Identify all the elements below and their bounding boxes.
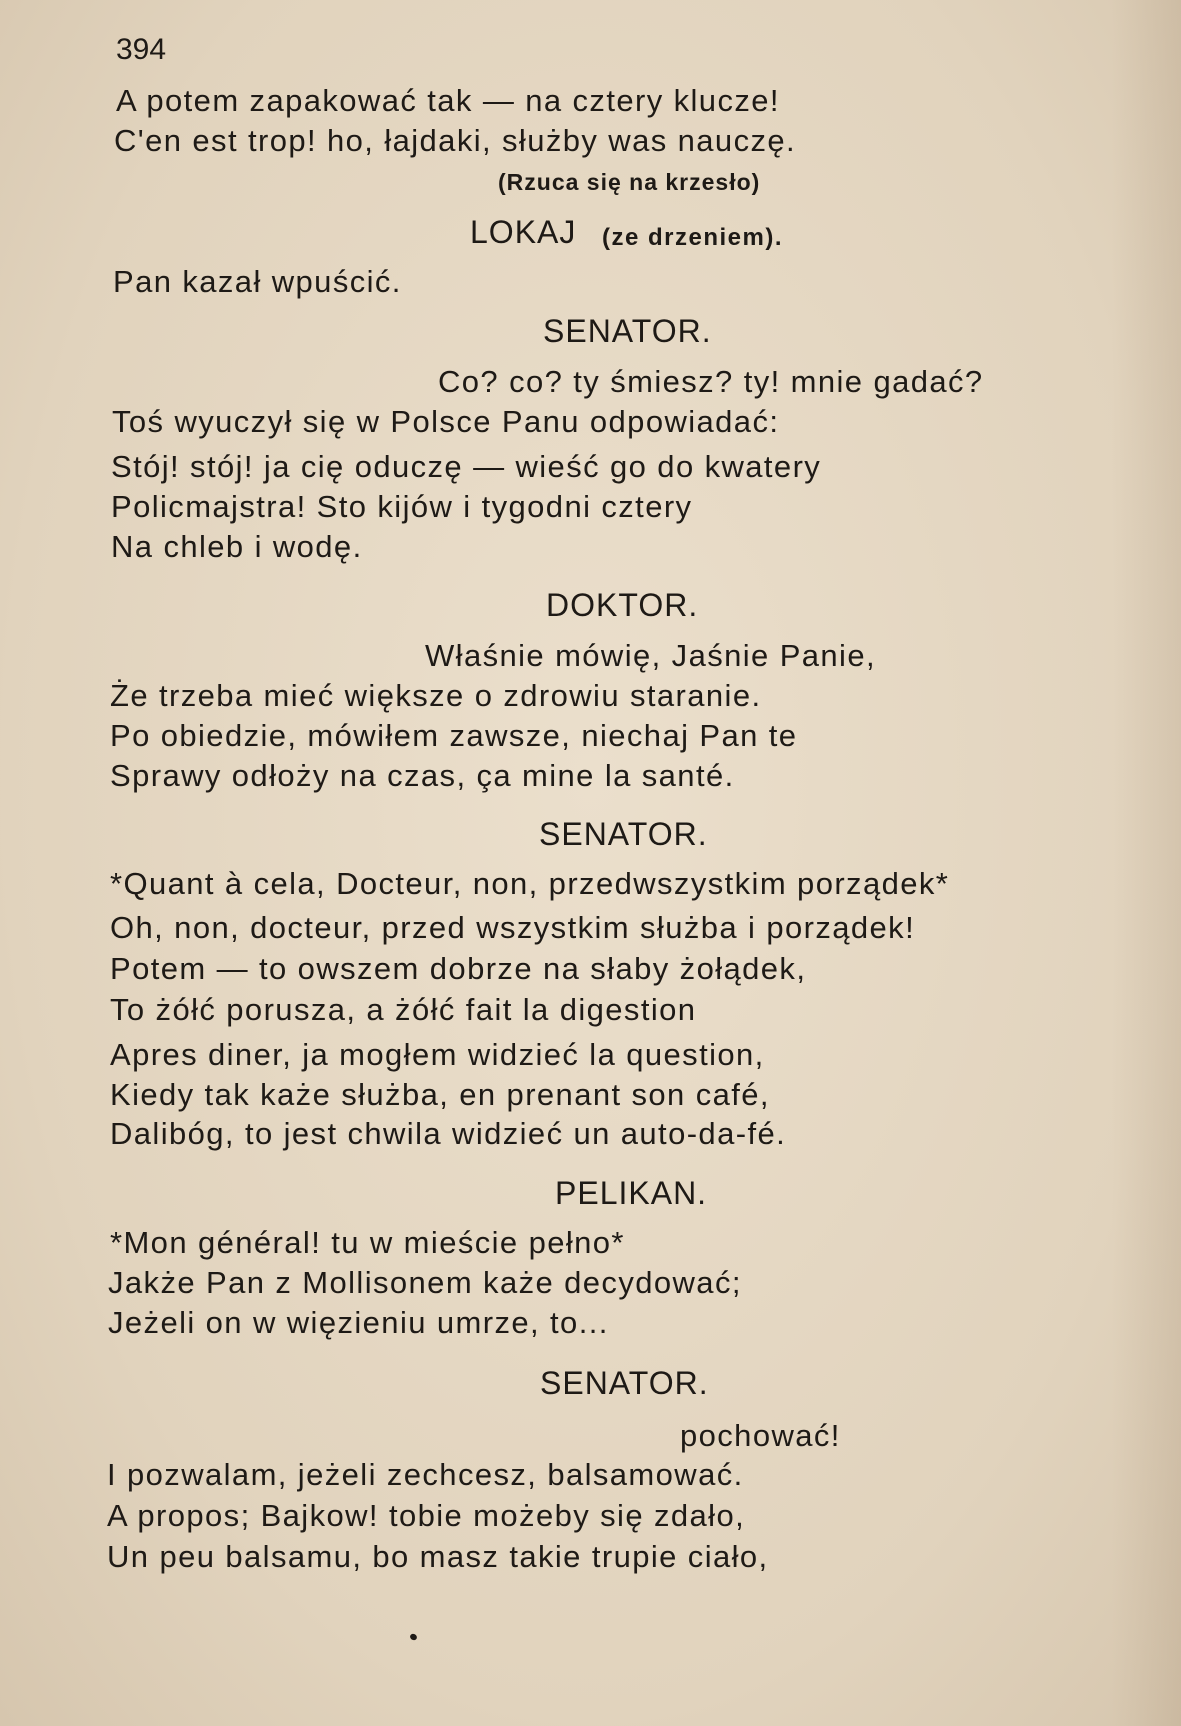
verse-line: Stój! stój! ja cię oduczę — wieść go do kwatery bbox=[111, 449, 822, 484]
verse-line: I pozwalam, jeżeli zechcesz, balsamować. bbox=[107, 1457, 744, 1492]
speaker-name: SENATOR. bbox=[543, 313, 712, 349]
verse-line: A potem zapakować tak — na cztery klucze! bbox=[116, 83, 780, 118]
verse-line: Co? co? ty śmiesz? ty! mnie gadać? bbox=[438, 364, 984, 399]
verse-line: Kiedy tak każe służba, en prenant son café, bbox=[110, 1077, 770, 1112]
speaker-name: SENATOR. bbox=[540, 1365, 709, 1401]
verse-line: *Mon général! tu w mieście pełno* bbox=[110, 1225, 625, 1260]
verse-line: Potem — to owszem dobrze na słaby żołądek, bbox=[110, 951, 807, 986]
page-number: 394 bbox=[116, 33, 167, 66]
verse-line: Sprawy odłoży na czas, ça mine la santé. bbox=[110, 758, 735, 793]
verse-line: Policmajstra! Sto kijów i tygodni cztery bbox=[111, 489, 693, 524]
verse-line: Na chleb i wodę. bbox=[111, 529, 363, 564]
verse-line: pochować! bbox=[680, 1418, 841, 1453]
ink-speck bbox=[409, 1633, 418, 1642]
speaker-name: DOKTOR. bbox=[546, 587, 699, 623]
verse-line: Właśnie mówię, Jaśnie Panie, bbox=[425, 638, 876, 673]
verse-line: Toś wyuczył się w Polsce Panu odpowiadać: bbox=[112, 404, 780, 439]
verse-line: Oh, non, docteur, przed wszystkim służba i porządek! bbox=[110, 910, 916, 945]
verse-line: Że trzeba mieć większe o zdrowiu staranie. bbox=[110, 678, 762, 713]
speaker-name: PELIKAN. bbox=[555, 1175, 708, 1211]
verse-line: Jakże Pan z Mollisonem każe decydować; bbox=[108, 1265, 742, 1300]
speaker-name: LOKAJ bbox=[470, 214, 577, 250]
verse-line: Un peu balsamu, bo masz takie trupie ciało, bbox=[107, 1539, 769, 1574]
verse-line: A propos; Bajkow! tobie możeby się zdało, bbox=[107, 1498, 746, 1533]
verse-line: Jeżeli on w więzieniu umrze, to... bbox=[108, 1305, 609, 1340]
verse-line: Dalibóg, to jest chwila widzieć un auto-da-fé. bbox=[110, 1116, 787, 1151]
verse-line: To żółć porusza, a żółć fait la digestion bbox=[110, 992, 697, 1027]
stage-direction: (ze drzeniem). bbox=[602, 224, 784, 251]
verse-line: C'en est trop! ho, łajdaki, służby was nauczę. bbox=[114, 123, 797, 158]
verse-line: Apres diner, ja mogłem widzieć la question, bbox=[110, 1037, 765, 1072]
speaker-name: SENATOR. bbox=[539, 816, 708, 852]
verse-line: Pan kazał wpuścić. bbox=[113, 264, 402, 299]
page-edge-shadow bbox=[1111, 0, 1181, 1726]
verse-line: Po obiedzie, mówiłem zawsze, niechaj Pan te bbox=[110, 718, 798, 753]
verse-line: *Quant à cela, Docteur, non, przedwszystkim porządek* bbox=[110, 866, 950, 901]
stage-direction: (Rzuca się na krzesło) bbox=[498, 169, 761, 195]
